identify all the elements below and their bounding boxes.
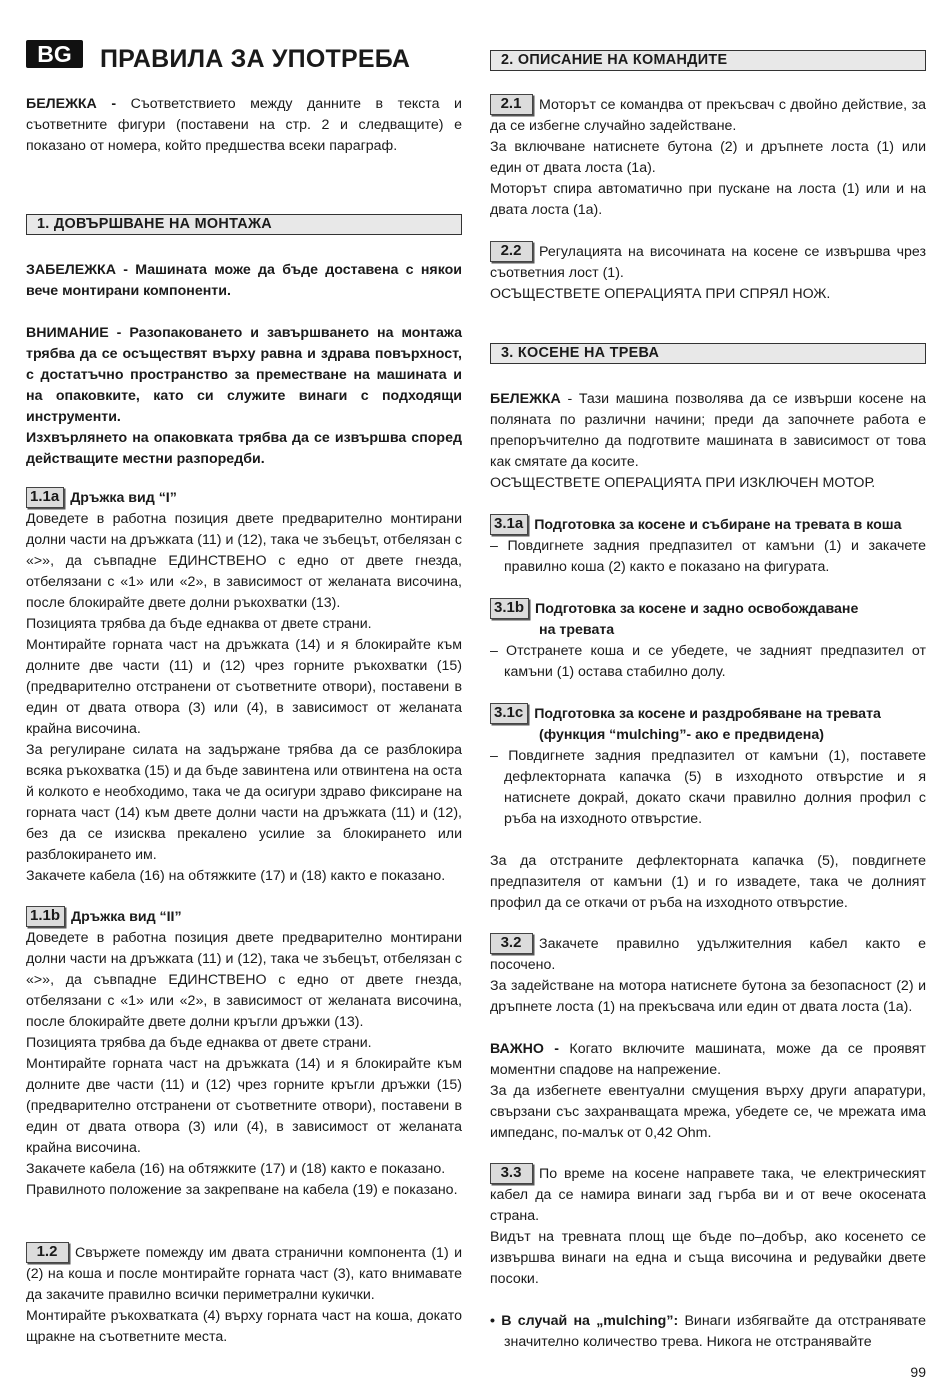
subsection-title: Подготовка за косене и задно освобождаване xyxy=(535,601,859,617)
section-tag: 3.1a xyxy=(490,514,528,535)
page-number: 99 xyxy=(910,1364,926,1380)
subsection-3-1a xyxy=(490,514,926,578)
subsection-3-3: 3.3 По време на косене направете така, че електрическият кабел да се намира винаги зад гърба ви и от вече окосената страна. Видът на тревната площ ще бъде по–добър, ако косенето се извършва винаги на една и съща височина и редувайки двете посоки. • В случай на „mulching”: Винаги избягвайте да отстранявате значително количество трева. Никога не отстранявайте xyxy=(490,1163,926,1353)
section-2-heading: 2. ОПИСАНИЕ НА КОМАНДИТЕ xyxy=(490,50,926,71)
section-tag: 2.2 xyxy=(490,241,533,262)
subsection-2-1: 2.1 Моторът се командва от прекъсвач с двойно действие, за да се избегне случайно задействане. За включване натиснете бутона (2) и дръпнете лоста (1) или един от двата лоста (1a). Моторът спира автоматично при пускане на лоста (1) или и на двата лоста (1a). xyxy=(490,95,926,218)
bullet-item: • В случай на „mulching”: Винаги избягвайте да отстранявате значително количество трева. Никога не отстранявайте xyxy=(490,1313,926,1350)
section-tag: 1.2 xyxy=(26,1242,69,1263)
warning-note: ВНИМАНИЕ - Разопаковането и завършването на монтажа трябва да се осъществят върху равна и здрава повърхност, с достатъчно пространство за преместване на машината и на опаковките, като си служите винаги с подходящи инструменти. Изхвърлянето на опаковката трябва да се извършва според действащите местни разпоредби. xyxy=(26,325,462,467)
subsection-title: Дръжка вид “I” xyxy=(70,490,177,506)
subsection-2-2: 2.2 Регулацията на височината на косене се извършва чрез съответния лост (1). ОСЪЩЕСТВЕТЕ ОПЕРАЦИЯТА ПРИ СПРЯЛ НОЖ. xyxy=(490,242,926,302)
section-3-heading: 3. КОСЕНЕ НА ТРЕВА xyxy=(490,343,926,364)
intro-note: БЕЛЕЖКА - Съответствието между данните в текста и съответните фигури (поставени на стр. 2 и следващите) е показано от номера, който предшества всеки параграф. xyxy=(26,96,462,154)
list-item: – Повдигнете задния предпазител от камъни (1) и закачете правилно коша (2) както е показано на фигурата. xyxy=(490,538,926,575)
section-tag: 1.1a xyxy=(26,487,64,508)
section-tag: 2.1 xyxy=(490,94,533,115)
subsection-1-2: 1.2 Свържете помежду им двата странични компонента (1) и (2) на коша и после монтирайте горната част (3), като внимавате да закачите правилно всички периметрални кукички. Монтирайте ръкохватката (4) върху горната част на коша, докато щракне на съответните места. xyxy=(26,1243,462,1345)
language-badge: BG xyxy=(26,40,83,68)
remark-note: ЗАБЕЛЕЖКА - Машината може да бъде доставена с някои вече монтирани компоненти. xyxy=(26,262,462,299)
subsection-title: Дръжка вид “II” xyxy=(71,909,182,925)
section-1-heading: 1. ДОВЪРШВАНЕ НА МОНТАЖА xyxy=(26,214,462,235)
list-item: – Повдигнете задния предпазител от камъни (1), поставете дефлекторната капачка (5) в изходното отвърстие и я натиснете докрай, докато скачи правилно долния профил с ръба на изходното отвърстие. xyxy=(490,748,926,827)
subsection-1-1a: 1.1a Дръжка вид “I” Доведете в работна позиция двете предварително монтирани долни части на дръжката (11) и (12), така че зъбецът, отбелязан с «>», да съвпадне ЕДИНСТВЕНО с едно от двете гнезда, отбелязани с «1» или «2», в зависимост от желаната височина, после блокирайте двете долни ръкохватки (13). Позицията трябва да бъде еднаква от двете страни. Монтирайте горната част на дръжката (14) и я блокирайте към долните две части (11) и (12) чрез горните ръкохватки (15) (предварително отстранени от съответните отвори), поставени в един от двата отвора (3) или (4), в зависимост от желаната крайна височина. За регулиране силата на задържане трябва да се разблокира всяка ръкохватка (15) и да бъде завинтена или отвинтена на оста й колкото е необходимо, така че да осигури здраво фиксиране на горната част (14) към двете долни части на дръжката (11) и (12), без да се изисква прекалено усилие за блокирането или разблокирането им. Закачете кабела (16) на обтяжките (17) и (18) както е показано. xyxy=(26,488,462,884)
subsection-3-2: 3.2 Закачете правилно удължителния кабел както е посочено. За задействане на мотора натиснете бутона за безопасност (2) и дръпнете лоста (1) на прекъсвача или един от двата лоста (1a). ВАЖНО - Когато включите машината, може да се проявят моментни спадове на напрежение. За да избегнете евентуални смущения върху други апаратури, свързани със захранващата мрежа, убедете се, че мрежата има импеданс, по-малък от 0,42 Ohm. xyxy=(490,934,927,1141)
subsection-title-line2: (функция “mulching”- ако е предвидена) xyxy=(539,727,824,743)
subsection-3-1c: 3.1c Подготовка за косене и раздробяване на тревата (функция “mulching”- ако е предвидена) – Повдигнете задния предпазител от камъни (1), поставете дефлекторната капачка (5) в изходното отвърстие и я натиснете докрай, докато скачи правилно долния профил с ръба на изходното отвърстие. За да отстраните дефлекторната капачка (5), повдигнете предпазителя от камъни (1) и го извадете, така че долният профил да се откачи от ръба на изходното отвърстие. xyxy=(490,704,926,911)
section-tag: 3.1c xyxy=(490,703,528,724)
subsection-1-1b: 1.1b Дръжка вид “II” Доведете в работна позиция двете предварително монтирани долни части на дръжката (11) и (12), така че зъбецът, отбелязан с «>», да съвпадне ЕДИНСТВЕНО с едно от двете гнезда, отбелязани с «1» или «2», в зависимост от желаната височина, после блокирайте двете долни кръгли дръжки (13). Позицията трябва да бъде еднаква от двете страни. Монтирайте горната част на дръжката (14) и я блокирайте към долните две части (11) и (12) чрез горните кръгли дръжки (15) (предварително отстранени от съответните отвори), поставени в един от двата отвора (3) или (4), в зависимост от желаната крайна височина. Закачете кабела (16) на обтяжките (17) и (18) както е показано. Правилното положение за закрепване на кабела (19) е показано. xyxy=(26,907,462,1198)
section-tag: 3.1b xyxy=(490,598,529,619)
page-title: ПРАВИЛА ЗА УПОТРЕБА xyxy=(100,45,411,73)
section-tag: 3.3 xyxy=(490,1163,533,1184)
section-tag: 1.1b xyxy=(26,906,65,927)
subsection-title: Подготовка за косене и раздробяване на тревата xyxy=(534,706,881,722)
subsection-3-1b xyxy=(490,598,926,683)
list-item: – Отстранете коша и се убедете, че задният предпазител от камъни (1) остава стабилно долу. xyxy=(490,643,926,680)
subsection-title-line2: на тревата xyxy=(539,622,615,638)
section-tag: 3.2 xyxy=(490,933,533,954)
subsection-title: Подготовка за косене и събиране на тревата в коша xyxy=(534,517,902,533)
section-3-note: БЕЛЕЖКА - Тази машина позволява да се извърши косене на поляната по различни начини; преди да започнете работа е препоръчително да подготвите машината в зависимост от това как смятате да косите. ОСЪЩЕСТВЕТЕ ОПЕРАЦИЯТА ПРИ ИЗКЛЮЧЕН МОТОР. xyxy=(490,391,926,491)
